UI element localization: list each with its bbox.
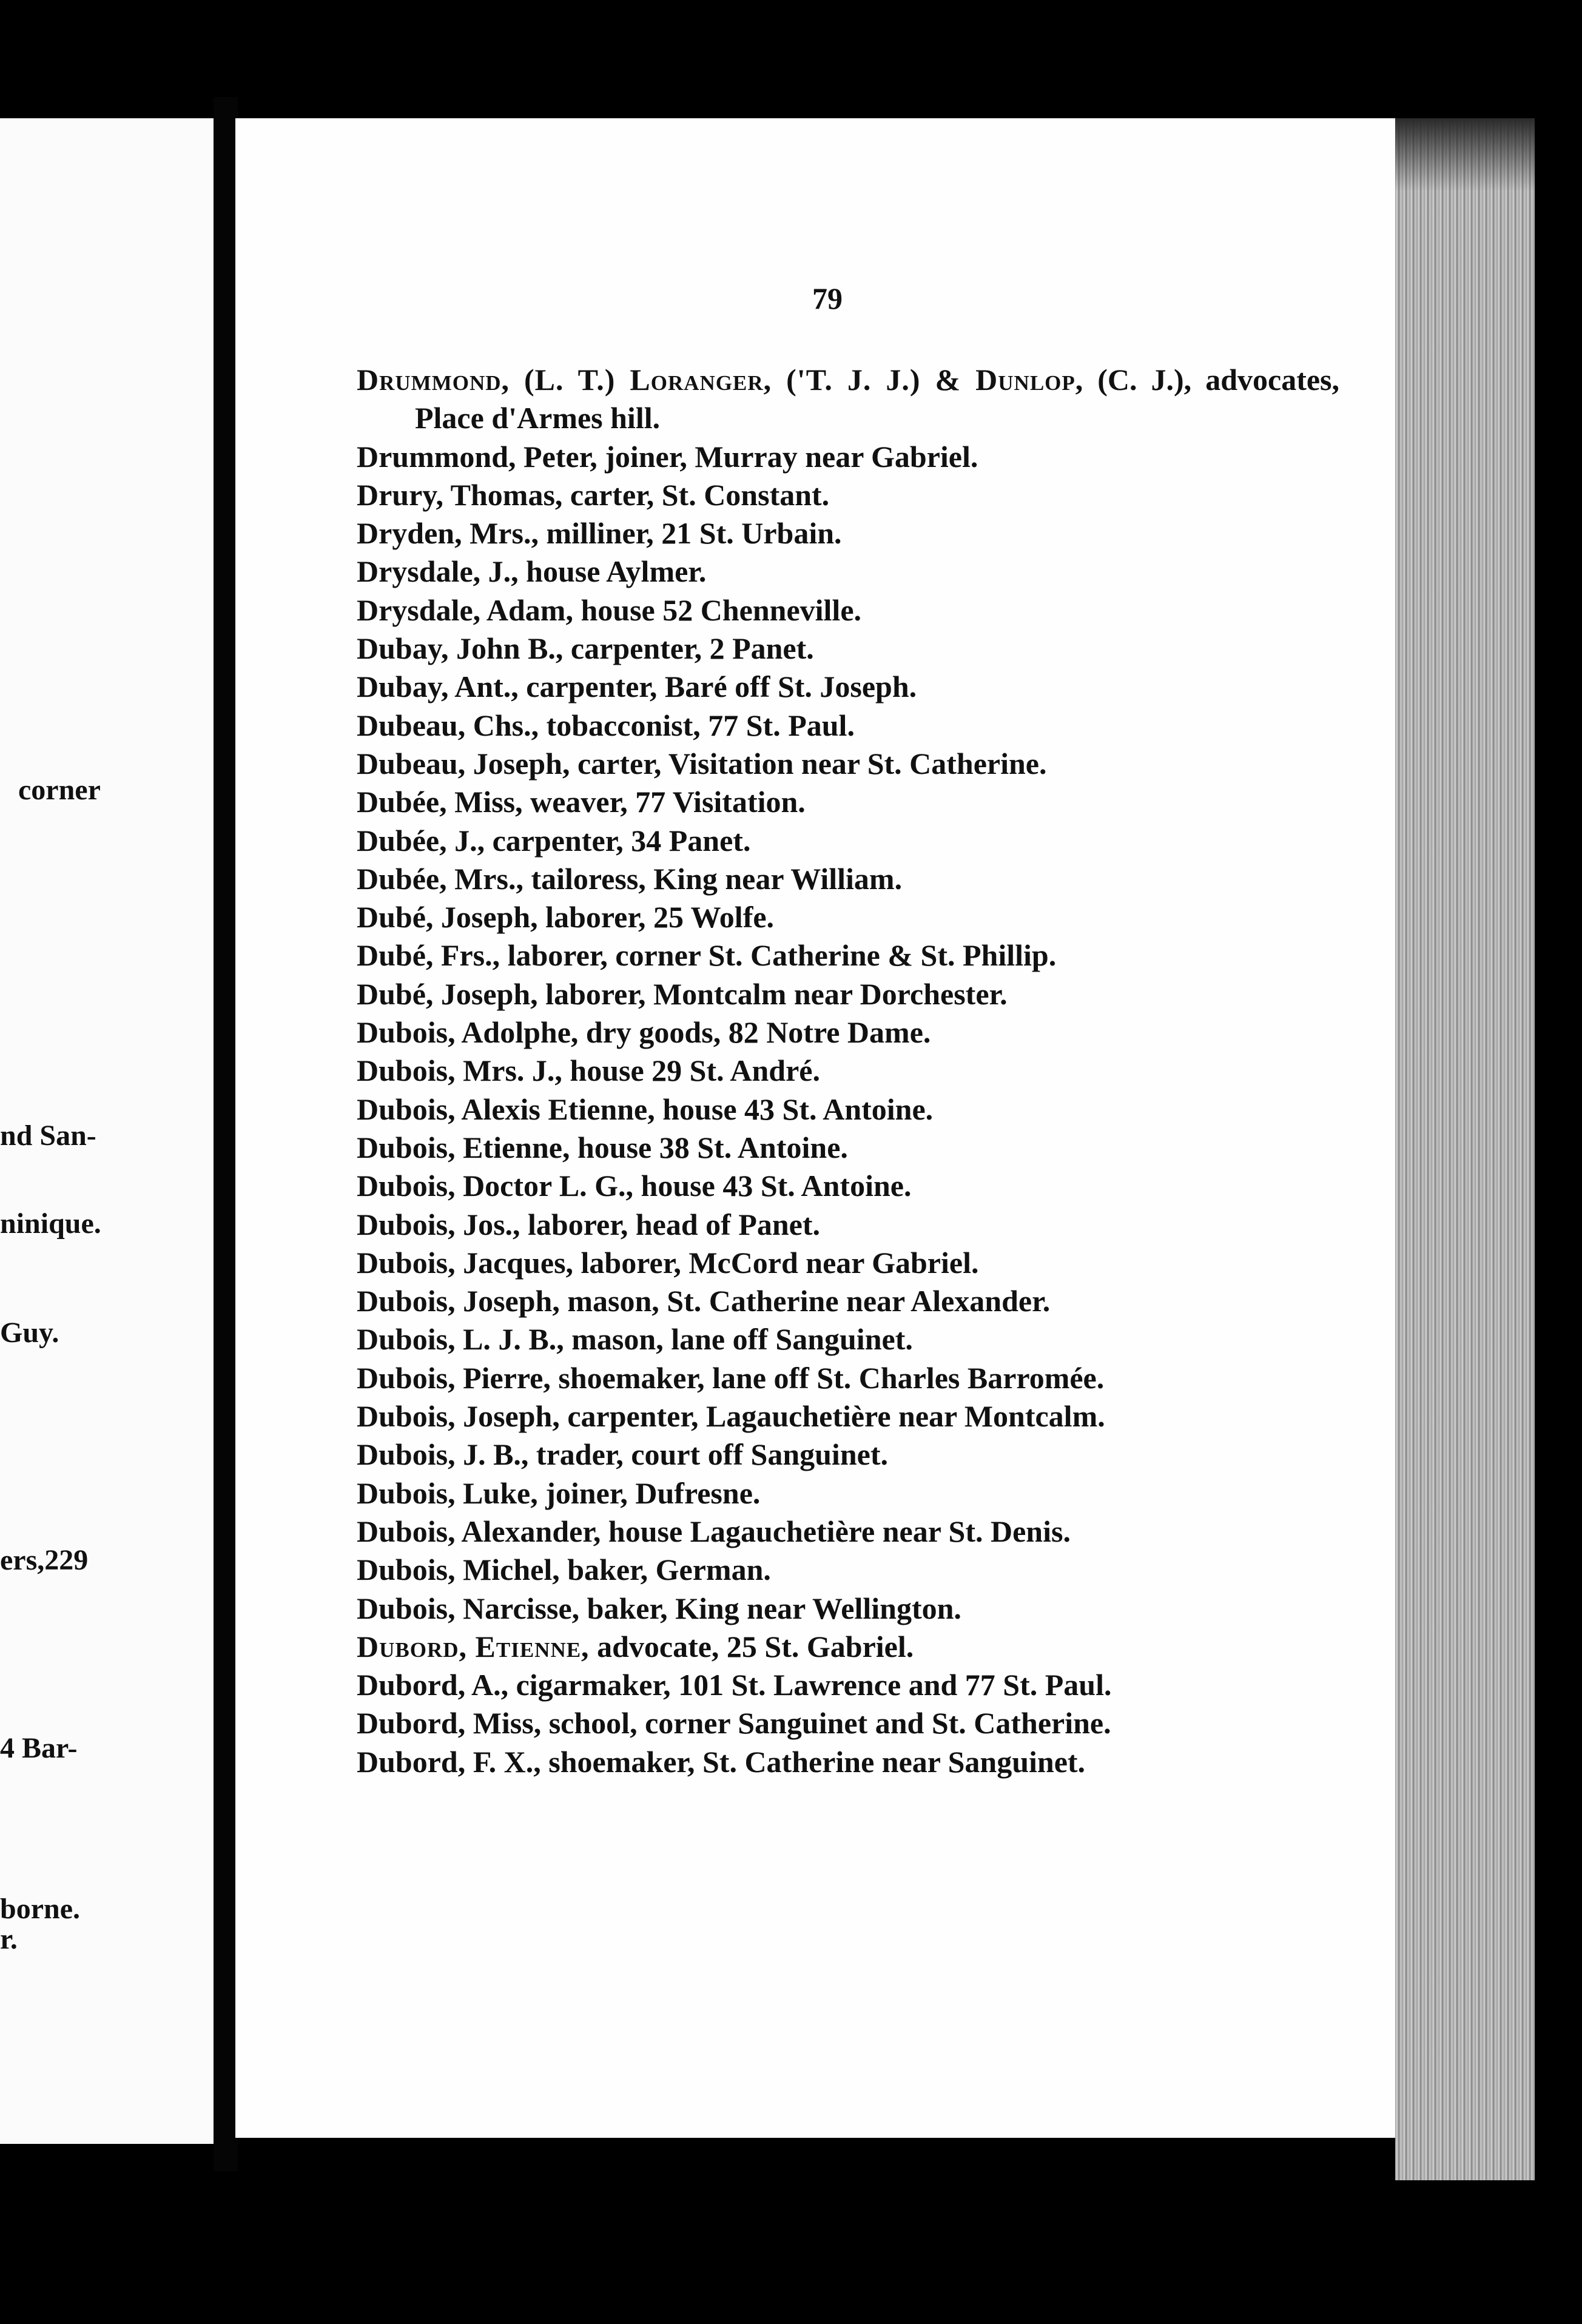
entry-text: Dubois, Jacques, laborer, McCord near Gabriel. — [357, 1245, 979, 1280]
directory-entry — [357, 1359, 1339, 1397]
directory-entry — [357, 1167, 1339, 1205]
entry-text: Dubois, Joseph, mason, St. Catherine near Alexander. — [357, 1284, 1051, 1318]
directory-entry — [357, 707, 1339, 745]
directory-entry — [357, 1590, 1339, 1628]
directory-entry — [357, 975, 1339, 1013]
entry-text: Dubois, J. B., trader, court off Sanguinet. — [357, 1437, 888, 1472]
directory-entry — [357, 1474, 1339, 1513]
directory-entry — [357, 552, 1339, 591]
directory-entry — [357, 591, 1339, 630]
entry-text: Dubois, L. J. B., mason, lane off Sanguinet. — [357, 1322, 913, 1357]
entry-lead: Dubord, Etienne, — [357, 1629, 590, 1664]
directory-entry — [357, 1743, 1339, 1781]
left-page-fragment: Guy. — [0, 1317, 59, 1349]
entry-text: Dubois, Adolphe, dry goods, 82 Notre Dame. — [357, 1015, 931, 1050]
entry-text: Dubois, Pierre, shoemaker, lane off St. Charles Barromée. — [357, 1360, 1105, 1395]
entry-text: Dubée, Mrs., tailoress, King near William. — [357, 861, 903, 896]
directory-entry — [357, 822, 1339, 860]
entry-text: Dubord, A., cigarmaker, 101 St. Lawrence and 77 St. Paul. — [357, 1668, 1112, 1702]
directory-entry — [357, 1397, 1339, 1436]
entry-text: (C. J.), advocates, Place d'Armes hill. — [415, 363, 1339, 435]
entry-text: advocate, 25 St. Gabriel. — [589, 1629, 914, 1664]
directory-entries — [357, 361, 1339, 1781]
entry-text: Dryden, Mrs., milliner, 21 St. Urbain. — [357, 516, 842, 551]
directory-entry — [357, 1551, 1339, 1589]
left-facing-page — [0, 118, 214, 2144]
directory-entry — [357, 898, 1339, 936]
directory-page — [235, 118, 1395, 2138]
book-fore-edge-shadow — [1395, 118, 1535, 191]
directory-entry — [357, 1666, 1339, 1704]
left-page-fragment: borne. — [0, 1893, 80, 1925]
entry-text: Dubois, Narcisse, baker, King near Wellington. — [357, 1591, 961, 1625]
directory-entry — [357, 1628, 1339, 1666]
book-fore-edge — [1395, 118, 1535, 2180]
directory-entry — [357, 1052, 1339, 1090]
directory-entry — [357, 1704, 1339, 1742]
entry-text: Dubois, Luke, joiner, Dufresne. — [357, 1476, 761, 1510]
entry-text: Dubay, Ant., carpenter, Baré off St. Joseph. — [357, 670, 917, 704]
left-page-fragment: corner — [18, 774, 101, 806]
entry-text: Dubeau, Joseph, carter, Visitation near St. Catherine. — [357, 746, 1047, 781]
directory-entry — [357, 1206, 1339, 1244]
left-page-fragment: nd San- — [0, 1120, 96, 1152]
directory-entry — [357, 514, 1339, 552]
entry-text: Dubois, Doctor L. G., house 43 St. Antoine. — [357, 1169, 912, 1203]
directory-entry — [357, 1513, 1339, 1551]
entry-text: Dubois, Michel, baker, German. — [357, 1553, 771, 1587]
directory-entry — [357, 668, 1339, 706]
entry-text: Dubée, Miss, weaver, 77 Visitation. — [357, 785, 806, 819]
book-gutter — [214, 97, 238, 2171]
entry-text: Dubois, Etienne, house 38 St. Antoine. — [357, 1130, 848, 1164]
entry-lead: Drummond, (L. T.) Loranger, ('T. J. J.) & Dunlop, — [357, 363, 1084, 397]
directory-entry — [357, 630, 1339, 668]
entry-text: Dubois, Jos., laborer, head of Panet. — [357, 1207, 820, 1241]
entry-text: Drury, Thomas, carter, St. Constant. — [357, 477, 830, 512]
directory-entry — [357, 1013, 1339, 1052]
entry-text: Dubay, John B., carpenter, 2 Panet. — [357, 631, 814, 666]
entry-text: Dubois, Alexander, house Lagauchetière near St. Denis. — [357, 1514, 1071, 1548]
entry-text: Dubée, J., carpenter, 34 Panet. — [357, 823, 751, 858]
directory-entry — [357, 1320, 1339, 1358]
entry-text: Drysdale, Adam, house 52 Chenneville. — [357, 593, 862, 627]
left-page-fragment: 4 Bar- — [0, 1732, 78, 1764]
entry-text: Dubois, Mrs. J., house 29 St. André. — [357, 1053, 820, 1088]
directory-entry — [357, 936, 1339, 975]
directory-entry — [357, 1090, 1339, 1129]
directory-entry — [357, 1129, 1339, 1167]
directory-entry — [357, 1244, 1339, 1282]
entry-text: Drysdale, J., house Aylmer. — [357, 554, 707, 589]
entry-text: Dubé, Joseph, laborer, Montcalm near Dorchester. — [357, 976, 1008, 1011]
directory-entry — [357, 476, 1339, 514]
directory-entry — [357, 361, 1339, 438]
directory-entry — [357, 438, 1339, 476]
entry-text: Drummond, Peter, joiner, Murray near Gabriel. — [357, 439, 978, 474]
directory-entry — [357, 1282, 1339, 1320]
entry-text: Dubord, F. X., shoemaker, St. Catherine near Sanguinet. — [357, 1744, 1086, 1779]
directory-entry — [357, 860, 1339, 898]
left-page-fragment: ers,229 — [0, 1544, 89, 1576]
directory-entry — [357, 783, 1339, 821]
directory-entry — [357, 1436, 1339, 1474]
entry-text: Dubord, Miss, school, corner Sanguinet and St. Catherine. — [357, 1706, 1111, 1741]
left-page-fragment: r. — [0, 1923, 18, 1955]
entry-text: Dubois, Joseph, carpenter, Lagauchetière near Montcalm. — [357, 1399, 1105, 1434]
entry-text: Dubeau, Chs., tobacconist, 77 St. Paul. — [357, 708, 855, 742]
entry-text: Dubois, Alexis Etienne, house 43 St. Antoine. — [357, 1092, 934, 1126]
entry-text: Dubé, Joseph, laborer, 25 Wolfe. — [357, 900, 775, 935]
directory-entry — [357, 745, 1339, 783]
page-number: 79 — [812, 281, 843, 315]
left-page-fragment: ninique. — [0, 1207, 101, 1240]
entry-text: Dubé, Frs., laborer, corner St. Catherine & St. Phillip. — [357, 938, 1057, 973]
